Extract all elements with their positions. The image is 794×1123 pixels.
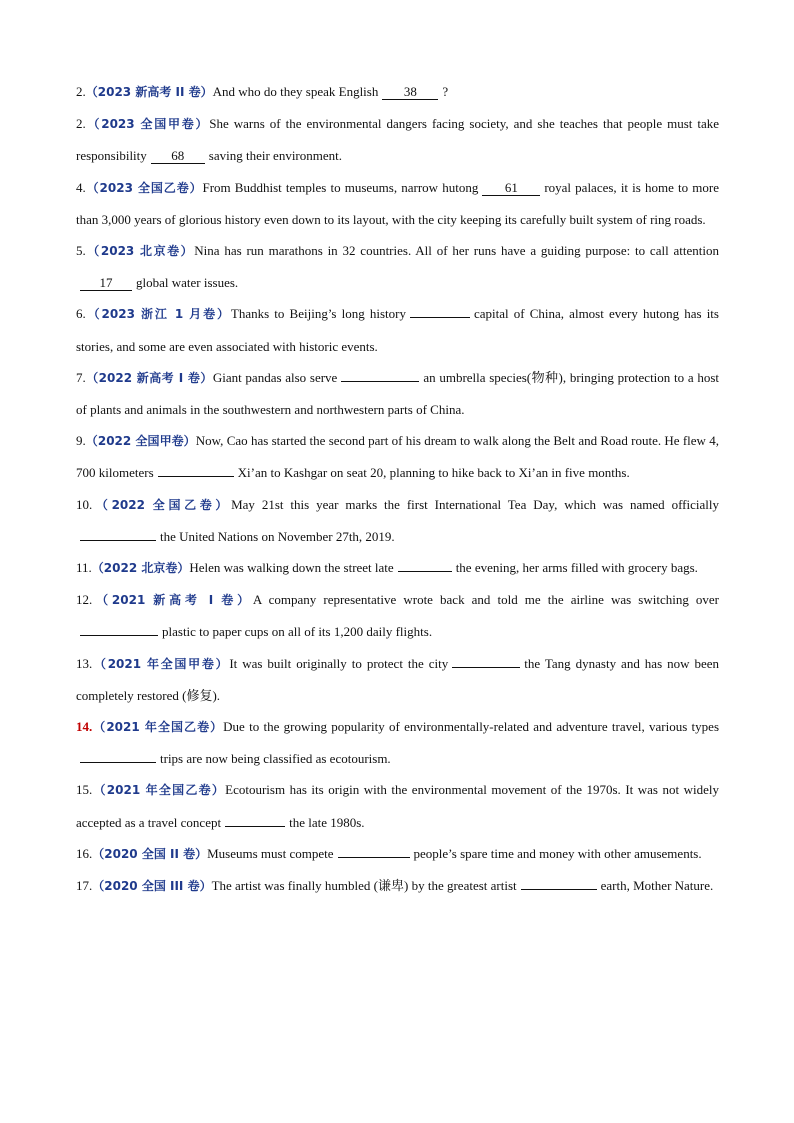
exam-source: （2020 全国 III 卷）	[92, 879, 212, 894]
question-text-end: the United Nations on November 27th, 2019.	[160, 528, 395, 544]
answer-blank[interactable]	[225, 826, 285, 827]
question-item	[76, 172, 719, 235]
question-text: And who do they speak English	[212, 84, 379, 99]
question-item	[76, 648, 719, 711]
question-number: 9.	[76, 433, 86, 449]
question-item	[76, 774, 719, 837]
question-text: From Buddhist temples to museums, narrow hutong	[202, 179, 479, 195]
question-item	[76, 584, 719, 647]
question-item	[76, 838, 719, 870]
question-item	[76, 298, 719, 361]
question-number: 11.	[76, 560, 92, 576]
exam-source: （2021 新高考 I 卷）	[92, 593, 253, 608]
question-number: 5.	[76, 243, 86, 259]
question-number: 2.	[76, 116, 86, 132]
answer-blank[interactable]	[338, 857, 410, 858]
answer-blank[interactable]	[452, 667, 520, 668]
answer-blank[interactable]	[521, 889, 597, 890]
answer-blank[interactable]	[341, 381, 419, 382]
question-number: 17.	[76, 878, 93, 894]
question-text: Nina has run marathons in 32 countries. All of her runs have a guiding purpose: to call attention	[194, 243, 719, 259]
answer-blank[interactable]	[410, 317, 470, 318]
exam-source: （2023 新高考 II 卷）	[85, 85, 213, 99]
question-text-end: trips are now being classified as ecotourism.	[160, 751, 391, 767]
question-number: 15.	[76, 782, 93, 798]
question-number: 13.	[76, 655, 93, 671]
answer-blank[interactable]	[158, 476, 234, 477]
exam-source: （2021 年全国甲卷）	[92, 656, 230, 671]
question-number: 7.	[76, 369, 86, 385]
question-text-end: the Tang dynasty and has now been completely restored (修复).	[76, 655, 719, 703]
question-text: Due to the growing popularity of environmentally-related and adventure travel, various types	[223, 719, 720, 735]
answer-blank[interactable]	[80, 762, 156, 763]
question-list	[76, 76, 719, 902]
exam-source: （2023 浙江 1 月卷）	[85, 307, 231, 322]
question-number: 6.	[76, 306, 86, 322]
question-text-end: capital of China, almost every hutong has its stories, and some are even associated with historic events.	[76, 306, 719, 354]
question-text: Ecotourism has its origin with the environmental movement of the 1970s. It was not widely accepted as a travel concept	[76, 782, 719, 830]
question-item	[76, 711, 719, 774]
exam-source: （2023 全国甲卷）	[85, 117, 210, 132]
question-number: 12.	[76, 592, 93, 608]
answer-blank[interactable]: 17	[80, 276, 132, 291]
question-item	[76, 425, 719, 488]
exam-source: （2022 全国乙卷）	[92, 497, 232, 512]
question-number: 10.	[76, 496, 93, 512]
question-text-end: the late 1980s.	[289, 814, 365, 830]
exam-source: （2021 年全国乙卷）	[92, 783, 226, 798]
exam-source: （2021 年全国乙卷）	[92, 720, 224, 735]
exam-source: （2022 北京卷）	[91, 561, 190, 576]
question-item	[76, 870, 719, 902]
question-text: It was built originally to protect the city	[229, 655, 449, 671]
question-text: Helen was walking down the street late	[189, 560, 394, 576]
answer-blank[interactable]	[80, 635, 158, 636]
question-text: May 21st this year marks the first International Tea Day, which was named officially	[231, 496, 719, 512]
question-number: 14.	[76, 719, 93, 735]
exam-source: （2022 新高考 I 卷）	[85, 370, 213, 385]
question-text-end: Xi’an to Kashgar on seat 20, planning to hike back to Xi’an in five months.	[237, 465, 630, 481]
question-text-end: plastic to paper cups on all of its 1,200 daily flights.	[162, 624, 433, 640]
answer-blank[interactable]: 68	[151, 149, 205, 164]
question-item	[76, 235, 719, 298]
question-text: The artist was finally humbled (谦卑) by the greatest artist	[211, 878, 517, 894]
question-item	[76, 552, 719, 584]
exam-source: （2023 全国乙卷）	[85, 180, 203, 195]
question-text-end: an umbrella species(物种), bringing protection to a host of plants and animals in the southwestern and northwestern parts of China.	[76, 369, 720, 418]
question-text-end: people’s spare time and money with other amusements.	[413, 845, 702, 861]
question-number: 2.	[76, 84, 86, 99]
question-text: Now, Cao has started the second part of his dream to walk along the Belt and Road route. He flew 4, 700 kilometers	[76, 433, 719, 481]
question-item	[76, 489, 719, 552]
question-text-end: saving their environment.	[208, 148, 342, 164]
answer-blank[interactable]	[398, 571, 452, 572]
question-item	[76, 108, 719, 171]
exam-source: （2022 全国甲卷）	[85, 434, 196, 449]
question-number: 16.	[76, 845, 93, 861]
question-text: A company representative wrote back and told me the airline was switching over	[252, 592, 719, 608]
question-text-end: earth, Mother Nature.	[600, 878, 714, 894]
question-text: Museums must compete	[207, 845, 334, 861]
exam-source: （2023 北京卷）	[85, 244, 195, 259]
question-text-end: the evening, her arms filled with grocery bags.	[455, 560, 698, 576]
question-text: Giant pandas also serve	[212, 369, 338, 385]
question-text-end: royal palaces, it is home to more than 3,000 years of glorious history even down to its layout, with the city keeping its carefully built system of ring roads.	[76, 179, 719, 227]
exam-source: （2020 全国 II 卷）	[92, 846, 208, 861]
answer-blank[interactable]: 38	[382, 85, 438, 100]
answer-blank[interactable]: 61	[482, 181, 540, 196]
question-text: She warns of the environmental dangers facing society, and she teaches that people must take responsibility	[76, 116, 720, 164]
question-number: 4.	[76, 179, 86, 195]
question-text-end: global water issues.	[136, 275, 239, 291]
question-text-end: ?	[442, 84, 449, 99]
question-text: Thanks to Beijing’s long history	[230, 306, 406, 322]
answer-blank[interactable]	[80, 540, 156, 541]
question-item	[76, 76, 719, 108]
question-item	[76, 362, 719, 425]
